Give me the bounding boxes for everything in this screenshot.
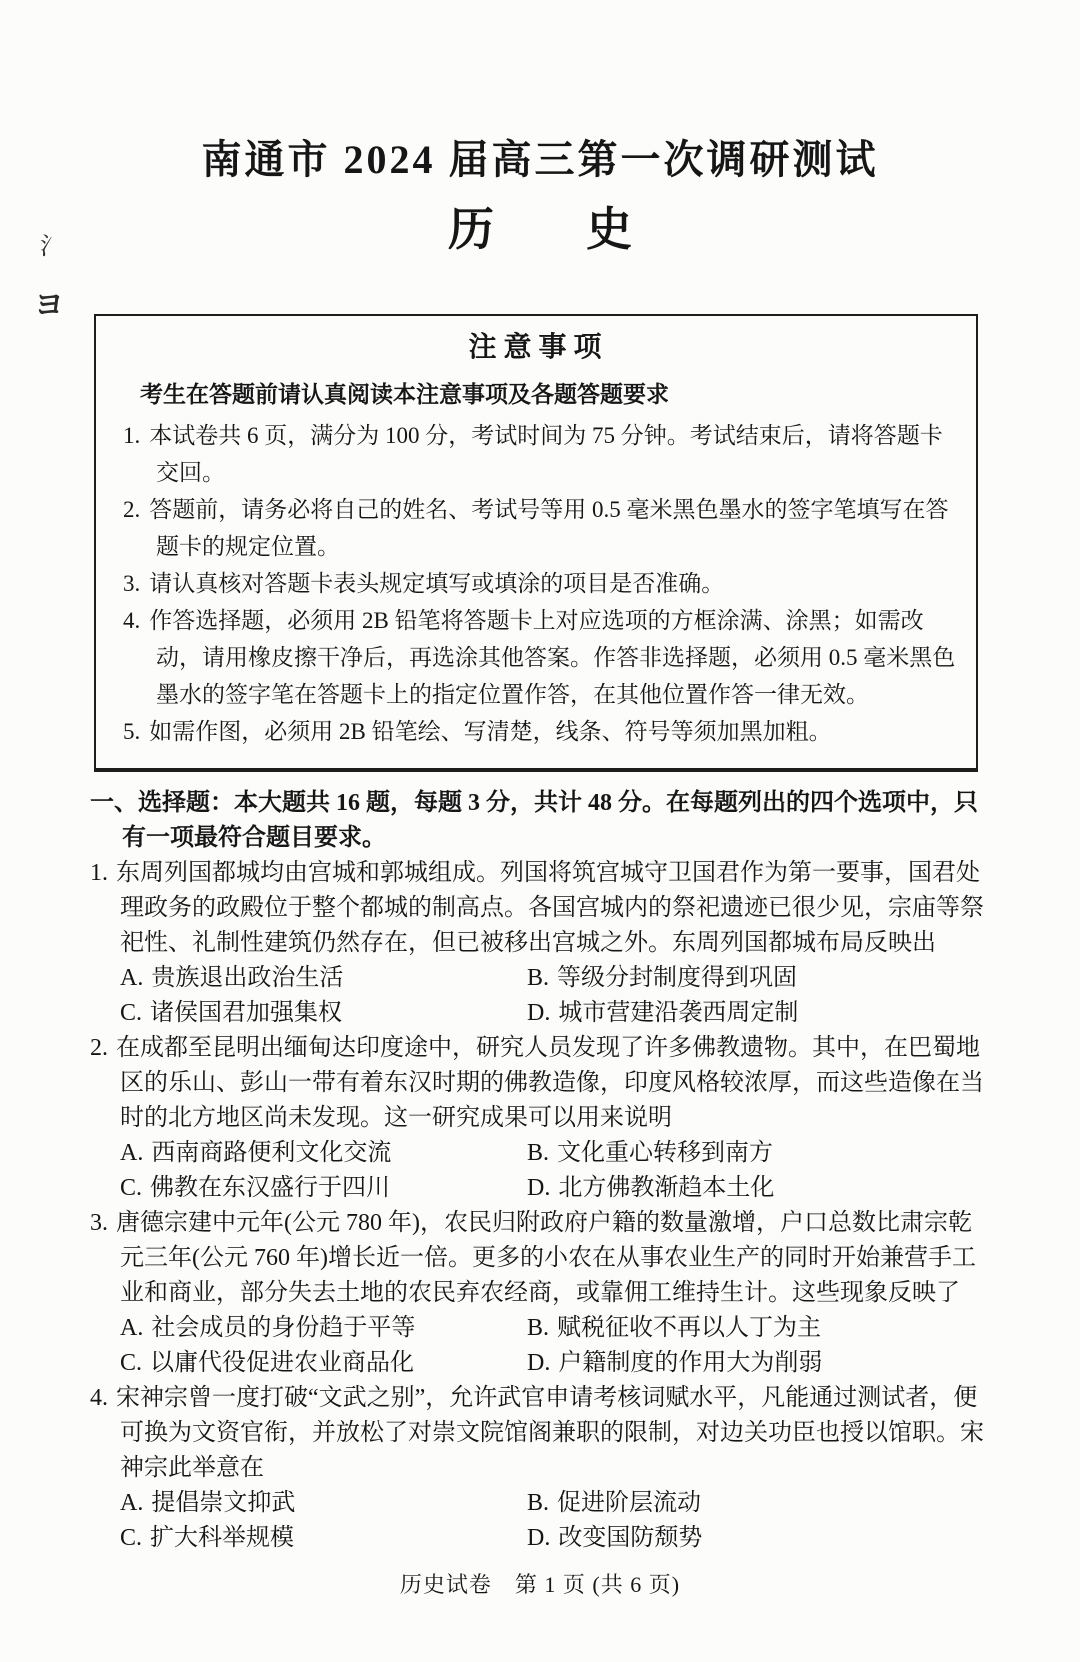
notice-item-2 xyxy=(110,491,960,565)
option-d xyxy=(527,1171,990,1206)
question-stem xyxy=(90,1206,990,1311)
option-b xyxy=(527,1311,990,1346)
notice-item-4 xyxy=(110,602,960,713)
option-text: 以庸代役促进农业商品化 xyxy=(150,1350,415,1376)
question-1 xyxy=(90,856,990,1031)
scan-artifact-left-bottom: ヨ xyxy=(34,289,64,322)
question-number: 2. xyxy=(90,1035,108,1061)
option-label: D. xyxy=(527,1175,551,1201)
option-text: 改变国防颓势 xyxy=(558,1525,703,1551)
notice-item-text: 如需作图，必须用 2B 铅笔绘、写清楚，线条、符号等须加黑加粗。 xyxy=(149,719,832,744)
option-text: 诸侯国君加强集权 xyxy=(150,1000,343,1026)
subject-title: 历 史 xyxy=(448,204,632,255)
question-options xyxy=(120,1486,990,1556)
notice-item-number: 4. xyxy=(123,608,141,633)
option-c xyxy=(120,1346,527,1381)
notice-intro: 考生在答题前请认真阅读本注意事项及各题答题要求 xyxy=(140,382,669,407)
option-label: D. xyxy=(527,1350,551,1376)
option-text: 北方佛教渐趋本土化 xyxy=(558,1175,775,1201)
notice-heading: 注 意 事 项 xyxy=(468,332,602,363)
option-text: 赋税征收不再以人丁为主 xyxy=(557,1315,822,1341)
option-text: 促进阶层流动 xyxy=(557,1490,702,1516)
option-text: 社会成员的身份趋于平等 xyxy=(151,1315,416,1341)
page-footer: 历史试卷 第 1 页 (共 6 页) xyxy=(399,1572,681,1597)
option-text: 城市营建沿袭西周定制 xyxy=(558,1000,799,1026)
option-text: 文化重心转移到南方 xyxy=(557,1140,774,1166)
option-text: 贵族退出政治生活 xyxy=(151,965,344,991)
notice-item-5 xyxy=(110,713,960,750)
option-text: 等级分封制度得到巩固 xyxy=(557,965,798,991)
option-c xyxy=(120,996,527,1031)
option-label: C. xyxy=(120,1350,143,1376)
question-text: 在成都至昆明出缅甸达印度途中，研究人员发现了许多佛教遗物。其中，在巴蜀地区的乐山、彭山一带有着东汉时期的佛教造像，印度风格较浓厚，而这些造像在当时的北方地区尚未发现。这一研究成果可以用来说明 xyxy=(116,1035,984,1131)
notice-box xyxy=(94,314,978,772)
option-label: A. xyxy=(120,1490,144,1516)
notice-item-number: 2. xyxy=(123,497,141,522)
question-options xyxy=(120,1136,990,1206)
question-text: 唐德宗建中元年(公元 780 年)，农民归附政府户籍的数量激增，户口总数比肃宗乾元三年(公元 760 年)增长近一倍。更多的小农在从事农业生产的同时开始兼营手工业和商业，部分失去土地的农民弃农经商，或靠佣工维持生计。这些现象反映了 xyxy=(116,1210,976,1306)
question-options xyxy=(120,1311,990,1381)
exam-title: 南通市 2024 届高三第一次调研测试 xyxy=(201,137,879,182)
option-label: B. xyxy=(527,1140,550,1166)
option-b xyxy=(527,961,990,996)
option-label: C. xyxy=(120,1525,143,1551)
option-a xyxy=(120,1486,527,1521)
option-label: B. xyxy=(527,1490,550,1516)
notice-item-number: 3. xyxy=(123,571,141,596)
question-number: 4. xyxy=(90,1385,108,1411)
notice-item-number: 1. xyxy=(123,423,141,448)
option-d xyxy=(527,1521,990,1556)
question-stem xyxy=(90,856,990,961)
option-label: A. xyxy=(120,1140,144,1166)
option-b xyxy=(527,1136,990,1171)
option-label: A. xyxy=(120,1315,144,1341)
option-c xyxy=(120,1171,527,1206)
question-3 xyxy=(90,1206,990,1381)
option-a xyxy=(120,1311,527,1346)
question-4 xyxy=(90,1381,990,1556)
exam-page xyxy=(90,134,990,1599)
option-label: D. xyxy=(527,1000,551,1026)
option-label: B. xyxy=(527,1315,550,1341)
notice-item-number: 5. xyxy=(123,719,141,744)
question-stem xyxy=(90,1381,990,1486)
question-text: 东周列国都城均由宫城和郭城组成。列国将筑宫城守卫国君作为第一要事，国君处理政务的政殿位于整个都城的制高点。各国宫城内的祭祀遗迹已很少见，宗庙等祭祀性、礼制性建筑仍然存在，但已被移出宫城之外。东周列国都城布局反映出 xyxy=(116,860,984,956)
question-text: 宋神宗曾一度打破“文武之别”，允许武官申请考核词赋水平，凡能通过测试者，便可换为文资官衔，并放松了对崇文院馆阁兼职的限制，对边关功臣也授以馆职。宋神宗此举意在 xyxy=(116,1385,984,1481)
option-d xyxy=(527,996,990,1031)
question-options xyxy=(120,961,990,1031)
option-label: D. xyxy=(527,1525,551,1551)
question-number: 1. xyxy=(90,860,108,886)
notice-item-text: 请认真核对答题卡表头规定填写或填涂的项目是否准确。 xyxy=(149,571,725,596)
option-a xyxy=(120,961,527,996)
question-number: 3. xyxy=(90,1210,108,1236)
option-label: C. xyxy=(120,1000,143,1026)
option-c xyxy=(120,1521,527,1556)
option-text: 扩大科举规模 xyxy=(150,1525,295,1551)
notice-item-text: 答题前，请务必将自己的姓名、考试号等用 0.5 毫米黑色墨水的签字笔填写在答题卡的规定位置。 xyxy=(149,497,949,559)
option-b xyxy=(527,1486,990,1521)
notice-item-text: 作答选择题，必须用 2B 铅笔将答题卡上对应选项的方框涂满、涂黑；如需改动，请用橡皮擦干净后，再选涂其他答案。作答非选择题，必须用 0.5 毫米黑色墨水的签字笔在答题卡上的指定位置作答，在其他位置作答一律无效。 xyxy=(149,608,956,707)
option-d xyxy=(527,1346,990,1381)
option-text: 户籍制度的作用大为削弱 xyxy=(558,1350,823,1376)
notice-item-3 xyxy=(110,565,960,602)
option-text: 西南商路便利文化交流 xyxy=(151,1140,392,1166)
section-heading: 一、选择题：本大题共 16 题，每题 3 分，共计 48 分。在每题列出的四个选项中，只有一项最符合题目要求。 xyxy=(90,790,978,851)
option-label: C. xyxy=(120,1175,143,1201)
question-2 xyxy=(90,1031,990,1206)
notice-item-1 xyxy=(110,417,960,491)
option-label: A. xyxy=(120,965,144,991)
notice-item-text: 本试卷共 6 页，满分为 100 分，考试时间为 75 分钟。考试结束后，请将答题卡交回。 xyxy=(149,423,943,485)
option-label: B. xyxy=(527,965,550,991)
option-text: 提倡崇文抑武 xyxy=(151,1490,296,1516)
scan-artifact-left-top: 氵 xyxy=(40,234,64,260)
option-a xyxy=(120,1136,527,1171)
option-text: 佛教在东汉盛行于四川 xyxy=(150,1175,391,1201)
question-stem xyxy=(90,1031,990,1136)
